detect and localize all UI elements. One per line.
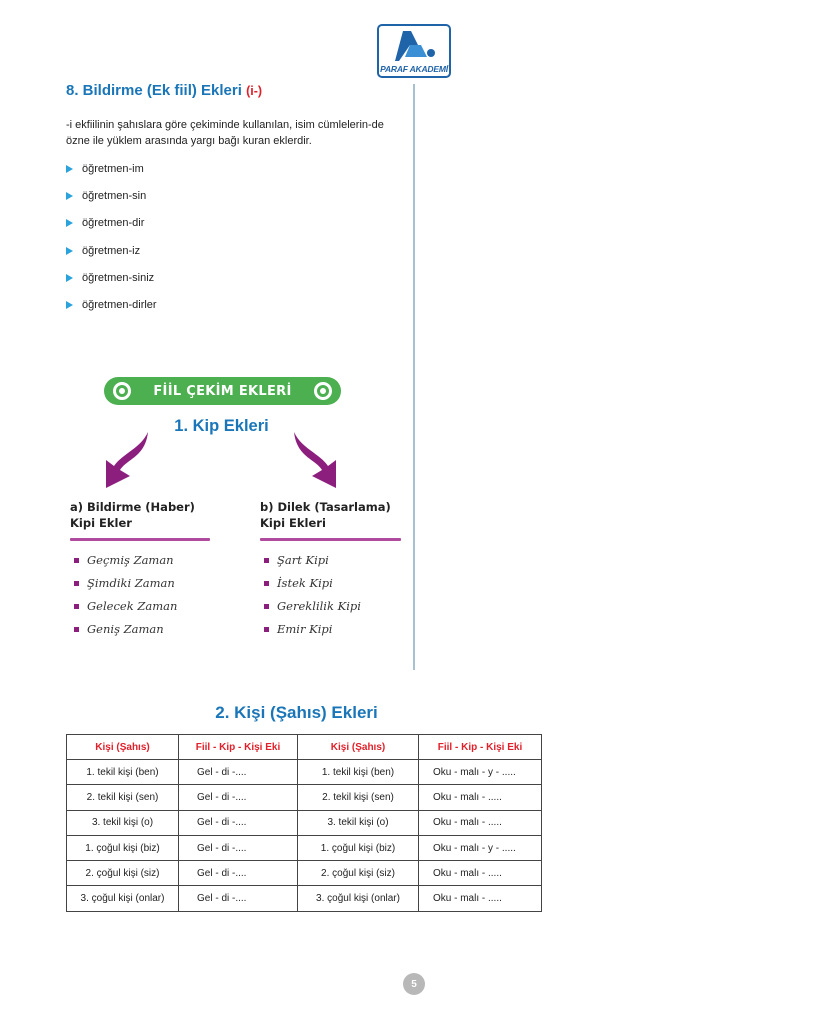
table-cell: Gel - di -.... xyxy=(179,760,298,785)
list-item xyxy=(66,190,157,217)
triangle-bullet-icon xyxy=(66,165,73,173)
table-row xyxy=(67,785,542,810)
example-text: öğretmen-im xyxy=(82,163,144,175)
divider xyxy=(260,538,401,541)
table-cell: Gel - di -.... xyxy=(179,861,298,886)
triangle-bullet-icon xyxy=(66,274,73,282)
table-cell: Oku - malı - y - ..... xyxy=(419,835,542,860)
table-cell: Gel - di -.... xyxy=(179,785,298,810)
table-row xyxy=(67,835,542,860)
table-row xyxy=(67,861,542,886)
square-bullet-icon xyxy=(74,558,79,563)
table-cell: 2. tekil kişi (sen) xyxy=(298,785,419,810)
heading-line: b) Dilek (Tasarlama) xyxy=(260,500,391,514)
table-cell: 3. çoğul kişi (onlar) xyxy=(67,886,179,911)
table-cell: 1. tekil kişi (ben) xyxy=(298,760,419,785)
heading-line: Kipi Ekleri xyxy=(260,515,326,530)
table-cell: Oku - malı - ..... xyxy=(419,810,542,835)
bildirme-kipi-list xyxy=(70,553,210,645)
curved-arrow-left-icon xyxy=(100,430,152,490)
table-cell: 2. çoğul kişi (siz) xyxy=(67,861,179,886)
heading-line: a) Bildirme (Haber) xyxy=(70,500,195,514)
square-bullet-icon xyxy=(264,558,269,563)
bildirme-kipi-column xyxy=(70,500,210,645)
triangle-bullet-icon xyxy=(66,247,73,255)
square-bullet-icon xyxy=(264,604,269,609)
column-header: Kişi (Şahıs) xyxy=(298,735,419,760)
column-header: Fiil - Kip - Kişi Eki xyxy=(419,735,542,760)
bildirme-kipi-heading xyxy=(70,500,210,538)
column-divider xyxy=(413,84,415,670)
table-cell: Gel - di -.... xyxy=(179,886,298,911)
table-cell: Oku - malı - y - ..... xyxy=(419,760,542,785)
table-row xyxy=(67,760,542,785)
list-item xyxy=(260,576,401,599)
list-item xyxy=(66,272,157,299)
list-item xyxy=(70,553,210,576)
table-cell: 3. tekil kişi (o) xyxy=(67,810,179,835)
kisi-ekleri-title: 2. Kişi (Şahıs) Ekleri xyxy=(215,703,378,722)
item-text: İstek Kipi xyxy=(277,576,333,590)
fiil-cekim-banner xyxy=(104,377,341,405)
item-text: Geniş Zaman xyxy=(87,622,164,636)
table-cell: Gel - di -.... xyxy=(179,835,298,860)
column-header: Kişi (Şahıs) xyxy=(67,735,179,760)
table-row xyxy=(67,886,542,911)
triangle-bullet-icon xyxy=(66,192,73,200)
table-cell: Gel - di -.... xyxy=(179,810,298,835)
square-bullet-icon xyxy=(264,581,269,586)
ring-icon xyxy=(113,382,131,400)
list-item xyxy=(66,217,157,244)
ring-icon xyxy=(314,382,332,400)
list-item xyxy=(70,576,210,599)
item-text: Gereklilik Kipi xyxy=(277,599,361,613)
kisi-ekleri-table xyxy=(66,734,542,912)
item-text: Şimdiki Zaman xyxy=(87,576,175,590)
table-cell: 3. çoğul kişi (onlar) xyxy=(298,886,419,911)
example-list xyxy=(66,163,157,326)
logo-text: PARAF AKADEMİ xyxy=(380,64,448,74)
table-cell: 2. çoğul kişi (siz) xyxy=(298,861,419,886)
table-cell: Oku - malı - ..... xyxy=(419,886,542,911)
table-cell: Oku - malı - ..... xyxy=(419,861,542,886)
heading-line: Kipi Ekler xyxy=(70,515,132,530)
item-text: Geçmiş Zaman xyxy=(87,553,174,567)
list-item xyxy=(260,599,401,622)
triangle-bullet-icon xyxy=(66,219,73,227)
curved-arrow-right-icon xyxy=(290,430,342,490)
example-text: öğretmen-sin xyxy=(82,190,147,203)
example-text: öğretmen-dir xyxy=(82,217,145,230)
section-8-description: -i ekfiilinin şahıslara göre çekiminde kullanılan, isim cümlelerin-de özne ile yüklem arasında yargı bağı kuran eklerdir. xyxy=(66,119,384,147)
list-item xyxy=(66,163,157,190)
list-item xyxy=(70,599,210,622)
table-cell: 1. çoğul kişi (biz) xyxy=(298,835,419,860)
item-text: Emir Kipi xyxy=(277,622,333,636)
paraf-akademi-logo xyxy=(377,24,451,78)
table-cell: 2. tekil kişi (sen) xyxy=(67,785,179,810)
example-text: öğretmen-dirler xyxy=(82,298,157,311)
item-text: Gelecek Zaman xyxy=(87,599,178,613)
item-text: Şart Kipi xyxy=(277,553,329,567)
dilek-kipi-heading xyxy=(260,500,401,538)
example-text: öğretmen-siniz xyxy=(82,271,155,284)
triangle-bullet-icon xyxy=(66,301,73,309)
dilek-kipi-list xyxy=(260,553,401,645)
section-8-title-text: 8. Bildirme (Ek fiil) Ekleri xyxy=(66,82,242,99)
square-bullet-icon xyxy=(74,604,79,609)
page-number-badge: 5 xyxy=(403,973,425,995)
square-bullet-icon xyxy=(74,581,79,586)
kip-ekleri-title: 1. Kip Ekleri xyxy=(174,417,269,435)
section-8-suffix: (i-) xyxy=(246,84,263,98)
section-8-title xyxy=(66,82,262,99)
list-item xyxy=(260,622,401,645)
list-item xyxy=(66,299,157,326)
list-item xyxy=(70,622,210,645)
table-cell: 1. tekil kişi (ben) xyxy=(67,760,179,785)
banner-label: FİİL ÇEKİM EKLERİ xyxy=(153,383,292,399)
table-cell: 3. tekil kişi (o) xyxy=(298,810,419,835)
list-item xyxy=(66,245,157,272)
square-bullet-icon xyxy=(74,627,79,632)
table-header-row xyxy=(67,735,542,760)
example-text: öğretmen-iz xyxy=(82,244,141,257)
dilek-kipi-column xyxy=(260,500,401,645)
divider xyxy=(70,538,210,541)
paraf-logo-icon xyxy=(395,29,437,65)
table-cell: 1. çoğul kişi (biz) xyxy=(67,835,179,860)
table-cell: Oku - malı - ..... xyxy=(419,785,542,810)
square-bullet-icon xyxy=(264,627,269,632)
table-row xyxy=(67,810,542,835)
column-header: Fiil - Kip - Kişi Eki xyxy=(179,735,298,760)
list-item xyxy=(260,553,401,576)
